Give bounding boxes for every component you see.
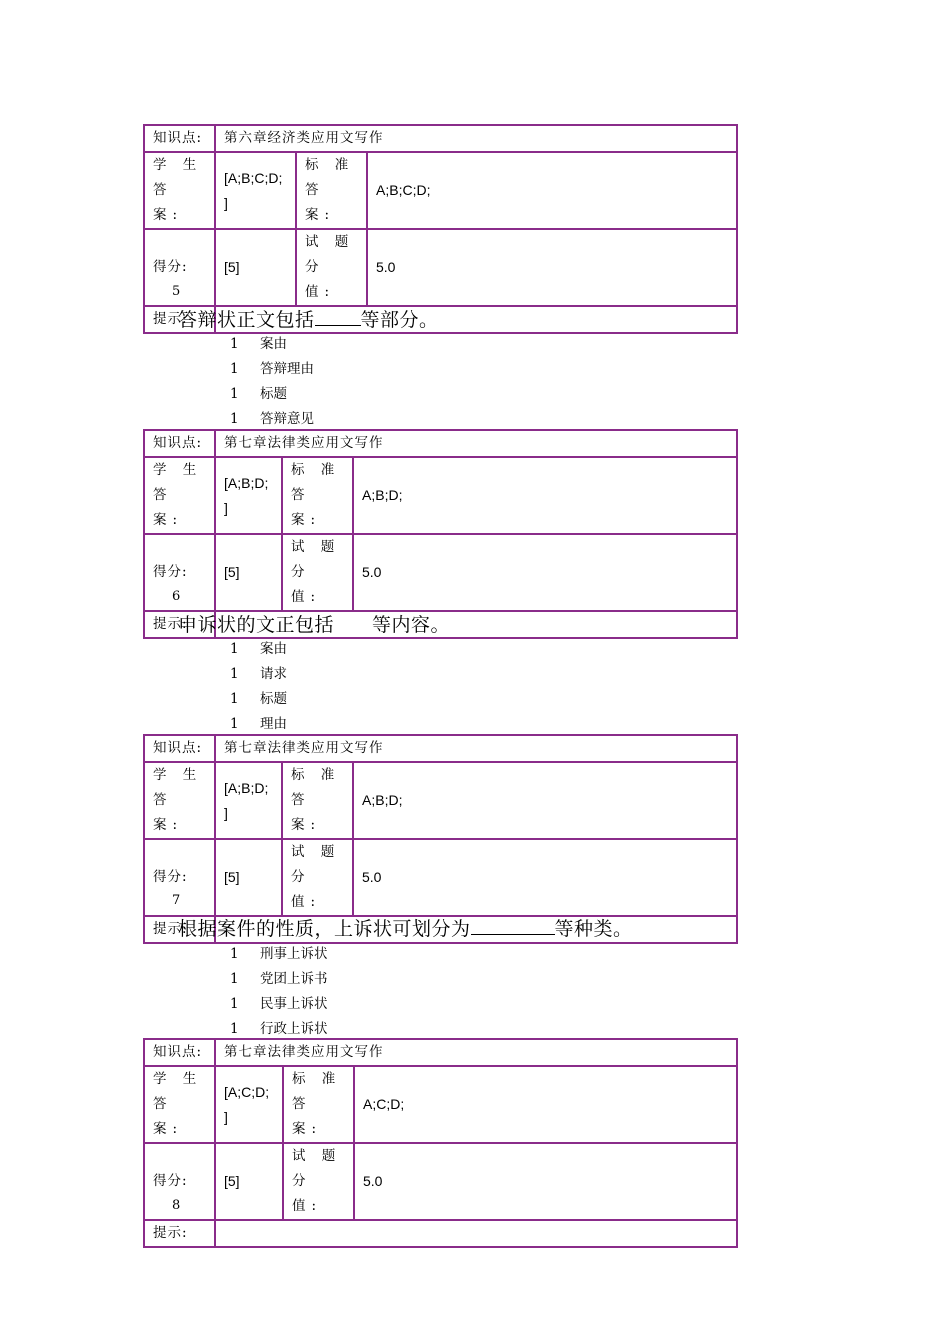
knowledge-label: 知识点: [144,1039,215,1066]
score-label: 得分: [144,1143,215,1220]
hint-label: 提示: [144,916,215,943]
score-value: [5] [215,1143,283,1220]
option-item[interactable]: 1 标题 [230,386,287,402]
option-item[interactable]: 1 答辩意见 [230,411,314,427]
student-answer-value: [A;B;C;D; ] [215,152,296,229]
option-item[interactable]: 1 理由 [230,716,287,732]
option-item[interactable]: 1 党团上诉书 [230,971,328,987]
student-answer-label: 学 生 答 案: [144,152,215,229]
question-number: 8 [172,1198,181,1213]
option-item[interactable]: 1 标题 [230,691,287,707]
option-item[interactable]: 1 请求 [230,666,287,682]
knowledge-value: 第七章法律类应用文写作 [215,1039,737,1066]
question-number: 6 [172,589,181,604]
student-answer-label: 学 生 答 案: [144,762,215,839]
hint-label: 提示: [144,611,215,638]
option-item[interactable]: 1 案由 [230,641,287,657]
score-label: 得分: [144,229,215,306]
knowledge-label: 知识点: [144,735,215,762]
answer-blank [334,613,372,631]
student-answer-label: 学 生 答 案: [144,457,215,534]
question-score-value: 5.0 [354,1143,737,1220]
question-score-value: 5.0 [353,534,737,611]
knowledge-value: 第六章经济类应用文写作 [215,125,737,152]
standard-answer-label: 标 准 答 案: [283,1066,354,1143]
answer-table [143,734,738,944]
standard-answer-label: 标 准 答 案: [282,457,353,534]
standard-answer-value: A;B;D; [353,457,737,534]
score-value: [5] [215,534,282,611]
knowledge-value: 第七章法律类应用文写作 [215,430,737,457]
standard-answer-value: A;B;D; [353,762,737,839]
student-answer-value: [A;B;D; ] [215,762,282,839]
question-number: 7 [172,893,181,908]
answer-blank [315,307,361,326]
hint-label: 提示: [144,1220,215,1247]
standard-answer-value: A;C;D; [354,1066,737,1143]
score-value: [5] [215,229,296,306]
question-score-label: 试 题 分 值: [282,839,353,916]
option-item[interactable]: 1 答辩理由 [230,361,314,377]
question-score-label: 试 题 分 值: [282,534,353,611]
hint-value [215,1220,737,1247]
knowledge-value: 第七章法律类应用文写作 [215,735,737,762]
score-value: [5] [215,839,282,916]
answer-blank [471,916,555,935]
question-number: 5 [172,284,181,299]
answer-table [143,1038,738,1248]
question-score-label: 试 题 分 值: [296,229,367,306]
question-text: 根据案件的性质，上诉状可划分为 等种类。 [178,918,633,940]
answer-table [143,124,738,334]
option-item[interactable]: 1 民事上诉状 [230,996,328,1012]
score-label: 得分: [144,534,215,611]
student-answer-label: 学 生 答 案: [144,1066,215,1143]
option-item[interactable]: 1 案由 [230,336,287,352]
standard-answer-label: 标 准 答 案: [282,762,353,839]
knowledge-label: 知识点: [144,430,215,457]
option-item[interactable]: 1 行政上诉状 [230,1021,328,1037]
hint-label: 提示: [144,306,215,333]
question-text: 申诉状的文正包括 等内容。 [178,614,451,636]
knowledge-label: 知识点: [144,125,215,152]
answer-table [143,429,738,639]
question-score-label: 试 题 分 值: [283,1143,354,1220]
option-item[interactable]: 1 刑事上诉状 [230,946,328,962]
question-score-value: 5.0 [367,229,737,306]
score-label: 得分: [144,839,215,916]
student-answer-value: [A;C;D; ] [215,1066,283,1143]
student-answer-value: [A;B;D; ] [215,457,282,534]
standard-answer-value: A;B;C;D; [367,152,737,229]
question-text: 答辩状正文包括 等部分。 [178,309,439,331]
standard-answer-label: 标 准 答 案: [296,152,367,229]
question-score-value: 5.0 [353,839,737,916]
